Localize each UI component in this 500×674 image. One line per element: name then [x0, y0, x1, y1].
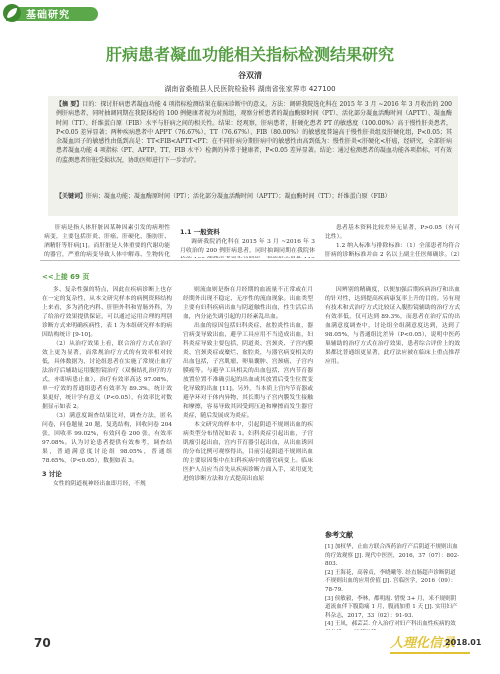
lower-column-1 [42, 286, 172, 630]
journal-issue: 2018.01 [445, 638, 482, 647]
keywords-text: 肝病；凝血功能；凝血酶原时间（PT）；活化部分凝血活酶时间（APTT）；凝血酶时间（TT）；纤维蛋白原（FIB） [86, 193, 391, 200]
upper-column-right [325, 224, 460, 258]
keywords [56, 192, 452, 201]
intro-paragraph: 肝病是指人体肝脏因某种因素引发的病理性病变，主要包括肝炎、肝癌、肝硬化、脂肪肝、酒精肝等肝病[1]。而肝脏是人体重要的代谢功能的器官，严重的病变导致人体中解毒、生物转化 [44, 225, 170, 258]
reference-item: [4] 王凤，郝芸芸. 介入治疗对妇产科出血性疾病的效 [325, 621, 456, 628]
upper-column-middle [180, 224, 315, 258]
references-section [325, 530, 460, 630]
lower-paragraph-1: 多、复杂性强的特点，因此在疾病诊断上也存在一定的复杂性，从本文研究样本的病例资料结构上来看，多为消化内科、肝胆外科和胃肠外科，为了给治疗效果提供保证，可以通过运用合理的判别诊断方式来明确疾病性，表 1 为本组研究样本的病因结构统计 [9-10]。 [42, 287, 172, 338]
journal-name: 人理化信录 [390, 636, 456, 651]
upper-column-left [44, 224, 170, 258]
discussion-paragraph: 女性的阴道视神经出血即月经，不规 [53, 481, 146, 487]
comparability-paragraph: 患者基本资料比较差异无显著，P>0.05（有可比性）。 [325, 225, 460, 240]
lower-paragraph-5: 出血的原因包括妇科炎症、盆腔炎性出血，器官病变导致出血，避孕工具应用不当造成出血，妇科炎症导致主要包括，阴道炎、宫颈炎、子宫内膜炎、宫颈炎症或糜烂、盆腔炎，与器官病变相关的出血包括，子宫肌瘤、卵巢囊肿、宫颈癌、子宫内膜癌等。与避孕工具相关的出血包括，宫内节育器放置位置不准确引起的出血或其放置后受生位置变化导致的出血 [11]。另外，当本质上宫内节育器或避孕环对于体内异物，其长期与子宫内膜发生接触和摩擦，容易导致其因受到压迫和摩擦而发生器官炎症，随后发展成为炎症。 [183, 323, 313, 419]
abstract-label: 【摘 要】 [56, 101, 83, 108]
lower-paragraph-7: 因辨别的精确度，以便加强后期疾病治疗和出血的针对性，达到提高疾病康复率上升的目的。另有现有技术和式治疗方式比较证入腹腔镜辅助的治疗方式有效率低，仅可达到 89.3%，而患者在治疗后的出血满意度调查中，讨论组全组满意度达到，达到了 98.05%，与普通组比差异（P<0.05），说明中医药巢辅助的治疗方式在治疗效果，患者综合评价上的效果都比普通组更显著，此疗法应被在临床上重点推荐应用。 [325, 287, 460, 365]
lower-column-3 [325, 286, 460, 404]
section-label: 基础研究 [26, 10, 70, 21]
references-heading: 参考文献 [325, 531, 353, 539]
section-heading-1-1: 1.1 一般资料 [180, 228, 220, 236]
leaf-icon [2, 3, 22, 23]
discussion-heading: 3 讨论 [42, 470, 62, 478]
author-affiliation: 湖南省桑植县人民医院检验科 湖南省张家界市 427100 [164, 85, 336, 93]
reference-item: [2] 王海花，高蓉贞，李晓曦等. 经直肠超声诊断阴道不规则出血的应用价值 [J]. 宫临医学，2016（09）：78-79. [325, 569, 457, 593]
reference-item: [3] 侯敏毅，李林，都明霞. 惜悦 3+ 月，米不规则阴道流血伴下腹隐痛 1 月，腹涌加重 1 天 [J]. 实用妇产科杂志，2017，33（02）：91-93. [325, 595, 458, 619]
section-badge [0, 0, 130, 30]
lower-paragraph-3: （3）满意度调查结果比对，调查方法，匿名问卷，问卷题量 20 题，复选结构，回收问卷 204 张，回收率 99.02%，有效问卷 200 张，有效率 97.08%。认为讨论患者提供有效参考，调查结果，普通满意度讨论组 98.05%，普通组 78.65%，（P<0.05），数据如表 3。 [42, 413, 172, 464]
general-data-paragraph: 调研我院消化科在 2015 年 3 月 ~2016 年 3 月收治的 200 例肝病患者，同时抽调同期在我院体 [180, 239, 315, 254]
lower-paragraph-4: 则流血则是指在月经期的血流量不正常或在月经期外出现不稳定、无序性的流血现象。出血类型主要有妇科疾病出血与阴道触性出血，性生活后出血，内分泌失调引起的月经紊乱出血。 [183, 287, 313, 320]
lower-paragraph-6: 本文研究的样本中，引起阴道不规则出血的疾病类型分布情况如表 1。妇科炎症引起出血，子宫肌瘤引起出血，宫内节育器引起出血，从出血诱因的分布比例可观察得出，目前引起阴道不规则出血的主要原因集中在妇科疾病中的器官病变上。临床医护人员应当首先从疾病诊断方面入手，采用更先进的诊断方法和方式提高出血原 [183, 422, 313, 482]
lower-column-2 [183, 286, 313, 630]
keywords-label: 【关键词】 [56, 193, 87, 200]
section-divider [40, 260, 460, 261]
author-name: 谷双清 [238, 71, 262, 80]
criteria-paragraph: 1.2 纳入标准与排除标准：（1）全部患者均符合肝病的诊断标准并由 2 名以上副主任医师确诊。（2） [325, 243, 460, 258]
lower-paragraph-2: （2）从治疗效果上看，联合治疗方式在治疗效上更为显著，而常规治疗方式的有效率相对较低，具体数据为，讨论组患者在实施了常规止血疗法治疗后辅助运用腹腔镜治疗（双极结扎治疗的方式，亦即病患止血），治疗有效率高达 97.08%，单一疗效的普通组患者有效率为 89.3%，统计效果更好，统计学有意义（P<0.05），有效率比对数据显示如表 2。 [42, 341, 172, 410]
article-title: 肝病患者凝血功能相关指标检测结果研究 [105, 45, 394, 64]
page-number: 70 [34, 636, 51, 650]
continued-from-label: <<上接 69 页 [42, 273, 90, 281]
reference-item: [1] 加权华，止血方联合西药治疗产后阴道不规则出血的疗效观察 [J]. 现代中医医，2016，37（07）：802-803. [325, 544, 460, 568]
abstract [56, 100, 452, 165]
abstract-text: 目的：探讨肝病患者凝血功能 4 项指标检测结果在临床诊断中的意义。方法：调研我院选化科在 2015 年 3 月 ~2016 年 3 月收治的 200 例肝病患者，同时抽调同期在我院体检的 100 例健康者视为对照组，观察分析患者的凝血酶原时间（PT）、活化部分凝血活酶时间（APTT）、凝血酶时间（TT）、纤维蛋白原（FIB）水平与肝病之间的相关性。结果：经观察，肝病患者，肝硬化患者 PT 的敏感度（100.00%）高于慢性肝炎患者，P<0.05 差异显著；两种疾病患者中 APPT（76.67%）、TT（76.67%）、FIB（80.00%）的敏感度普遍高于慢性肝炎组及肝硬化组，P<0.05；其余凝血因子的敏感性由低到高是：TT<FIB<APTT<PT；在不同肝病分期肝病中的敏感性由高到低为：慢性肝炎<肝硬化<肝癌，经研究，全部肝病患者凝血功能 4 项指标（PT、APTP、TT、FIB 水平）检测的异常于健康者，P<0.05 差异显著。结论：通过检测患者的凝血功能各项指标，可有效的监测患者肝脏受损状况，协助医师进行下一步治疗。 [56, 101, 452, 164]
footer-rule [390, 652, 470, 654]
